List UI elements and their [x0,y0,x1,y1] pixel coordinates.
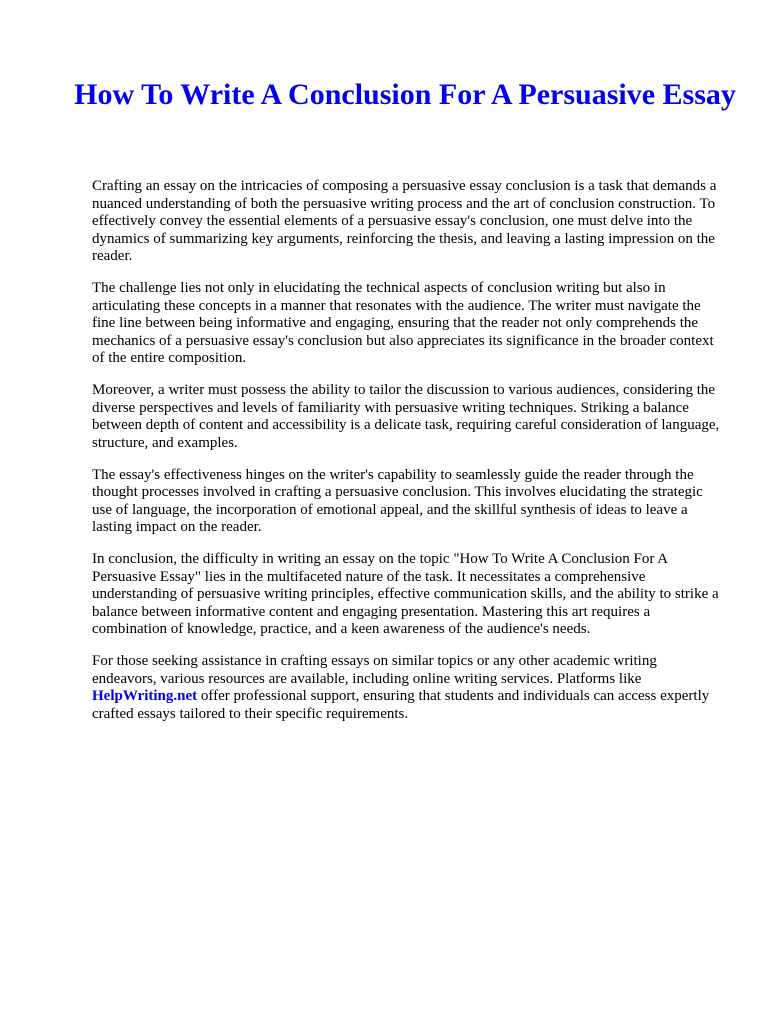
paragraph-2: The challenge lies not only in elucidating the technical aspects of conclusion writing but also in articulating these concepts in a manner that resonates with the audience. The writer must navigate the fine line between being informative and engaging, ensuring that the reader not only comprehends the mechanics of a persuasive essay's conclusion but also appreciates its significance in the broader context of the entire composition. [92,280,714,366]
document-title: How To Write A Conclusion For A Persuasive Essay [74,78,736,111]
paragraph-6-lead: For those seeking assistance in crafting essays on similar topics or any other academic writing endeavors, various resources are available, including online writing services. Platforms like [92,653,657,687]
paragraph-1: Crafting an essay on the intricacies of composing a persuasive essay conclusion is a task that demands a nuanced understanding of both the persuasive writing process and the art of conclusion construction. To effectively convey the essential elements of a persuasive essay's conclusion, one must delve into the dynamics of summarizing key arguments, reinforcing the thesis, and leaving a lasting impression on the reader. [92,178,717,264]
paragraph-3: Moreover, a writer must possess the ability to tailor the discussion to various audiences, considering the diverse perspectives and levels of familiarity with persuasive writing techniques. Striking a balance between depth of content and accessibility is a delicate task, requiring careful consideration of language, structure, and examples. [92,382,720,451]
document-body [92,178,724,738]
paragraph-4: The essay's effectiveness hinges on the writer's capability to seamlessly guide the reader through the thought processes involved in crafting a persuasive conclusion. This involves elucidating the strategic use of language, the incorporation of emotional appeal, and the skillful synthesis of ideas to leave a lasting impact on the reader. [92,466,703,535]
paragraph-6-tail: offer professional support, ensuring that students and individuals can access expertly crafted essays tailored to their specific requirements. [92,688,710,722]
paragraph-6 [92,653,724,723]
helpwriting-link[interactable]: HelpWriting.net [92,688,198,704]
paragraph-5: In conclusion, the difficulty in writing an essay on the topic "How To Write A Conclusion For A Persuasive Essay" lies in the multifaceted nature of the task. It necessitates a comprehensive understanding of persuasive writing principles, effective communication skills, and the ability to strike a balance between informative content and engaging presentation. Mastering this art requires a combination of knowledge, practice, and a keen awareness of the audience's needs. [92,551,719,637]
